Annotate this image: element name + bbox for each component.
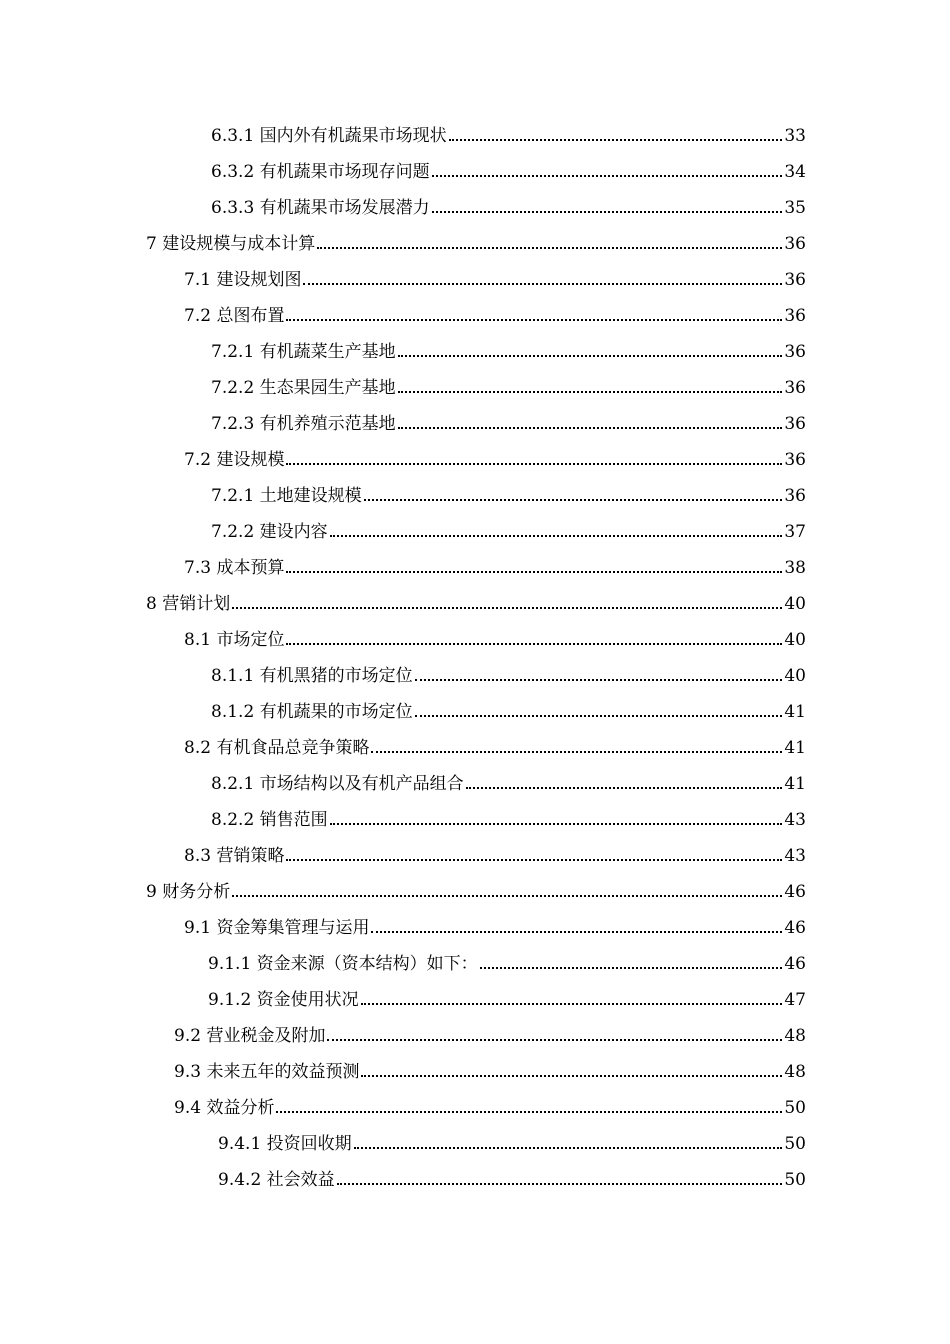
toc-entry-page-number: 46 [784, 918, 806, 938]
toc-entry-title: 9.1 资金筹集管理与运用 [184, 918, 370, 938]
toc-entry[interactable] [218, 1132, 806, 1156]
toc-entry-page-number: 48 [784, 1062, 806, 1082]
toc-entry-title: 7.2.1 有机蔬菜生产基地 [211, 342, 396, 362]
toc-entry-page-number: 40 [784, 666, 806, 686]
toc-entry-title: 9.4 效益分析 [174, 1098, 275, 1118]
toc-dot-leader [415, 679, 783, 681]
toc-dot-leader [330, 535, 783, 537]
toc-entry[interactable] [208, 988, 806, 1012]
toc-dot-leader [361, 1075, 782, 1077]
toc-entry-title: 8.3 营销策略 [184, 846, 285, 866]
toc-entry-page-number: 50 [784, 1098, 806, 1118]
toc-dot-leader [303, 283, 782, 285]
toc-entry-page-number: 50 [784, 1170, 806, 1190]
toc-entry-page-number: 50 [784, 1134, 806, 1154]
toc-dot-leader [286, 463, 782, 465]
toc-dot-leader [276, 1111, 782, 1113]
toc-entry-title: 7.2 总图布置 [184, 306, 285, 326]
toc-dot-leader [286, 643, 782, 645]
toc-dot-leader [432, 175, 783, 177]
toc-entry-page-number: 48 [784, 1026, 806, 1046]
toc-entry[interactable] [211, 484, 806, 508]
toc-entry[interactable] [174, 1060, 806, 1084]
toc-entry-page-number: 35 [784, 198, 806, 218]
toc-dot-leader [327, 1039, 782, 1041]
toc-dot-leader [466, 787, 783, 789]
toc-entry-page-number: 41 [784, 738, 806, 758]
toc-entry-title: 7 建设规模与成本计算 [146, 234, 316, 254]
toc-entry-page-number: 41 [784, 702, 806, 722]
toc-entry[interactable] [146, 880, 806, 904]
toc-entry[interactable] [211, 376, 806, 400]
toc-entry[interactable] [184, 448, 806, 472]
toc-entry[interactable] [184, 304, 806, 328]
toc-dot-leader [432, 211, 783, 213]
toc-entry-page-number: 36 [784, 378, 806, 398]
toc-entry-page-number: 36 [784, 450, 806, 470]
toc-entry-title: 6.3.3 有机蔬果市场发展潜力 [211, 198, 430, 218]
toc-dot-leader [398, 427, 783, 429]
toc-entry[interactable] [208, 952, 806, 976]
toc-entry[interactable] [146, 592, 806, 616]
toc-entry-title: 9.1.1 资金来源（资本结构）如下： [208, 954, 478, 974]
toc-dot-leader [286, 859, 782, 861]
toc-dot-leader [361, 1003, 783, 1005]
toc-entry-title: 9.1.2 资金使用状况 [208, 990, 359, 1010]
toc-entry-page-number: 38 [784, 558, 806, 578]
toc-dot-leader [317, 247, 782, 249]
toc-entry-page-number: 34 [784, 162, 806, 182]
toc-entry-page-number: 40 [784, 630, 806, 650]
toc-entry-page-number: 41 [784, 774, 806, 794]
toc-entry-title: 6.3.1 国内外有机蔬果市场现状 [211, 126, 447, 146]
toc-dot-leader [398, 355, 783, 357]
toc-entry-page-number: 33 [784, 126, 806, 146]
toc-entry[interactable] [174, 1024, 806, 1048]
toc-entry-title: 8.2 有机食品总竞争策略 [184, 738, 370, 758]
toc-entry-page-number: 36 [784, 234, 806, 254]
toc-entry[interactable] [211, 124, 806, 148]
toc-entry[interactable] [184, 268, 806, 292]
toc-entry-title: 8.1 市场定位 [184, 630, 285, 650]
toc-entry-title: 7.2 建设规模 [184, 450, 285, 470]
toc-dot-leader [232, 607, 782, 609]
toc-entry-title: 8.1.1 有机黑猪的市场定位 [211, 666, 413, 686]
toc-entry-title: 9.3 未来五年的效益预测 [174, 1062, 360, 1082]
toc-dot-leader [286, 571, 782, 573]
toc-entry[interactable] [211, 808, 806, 832]
toc-dot-leader [232, 895, 782, 897]
toc-entry[interactable] [211, 700, 806, 724]
toc-dot-leader [371, 751, 782, 753]
toc-entry[interactable] [211, 160, 806, 184]
toc-entry-title: 9 财务分析 [146, 882, 231, 902]
toc-dot-leader [398, 391, 783, 393]
toc-entry-title: 7.2.2 建设内容 [211, 522, 328, 542]
toc-dot-leader [415, 715, 783, 717]
toc-entry[interactable] [184, 844, 806, 868]
toc-entry[interactable] [184, 736, 806, 760]
toc-entry-title: 8 营销计划 [146, 594, 231, 614]
toc-dot-leader [286, 319, 782, 321]
toc-entry-page-number: 47 [784, 990, 806, 1010]
toc-entry-title: 9.2 营业税金及附加 [174, 1026, 326, 1046]
toc-entry[interactable] [211, 412, 806, 436]
toc-entry-title: 9.4.1 投资回收期 [218, 1134, 352, 1154]
toc-entry-title: 7.2.1 土地建设规模 [211, 486, 362, 506]
toc-entry-page-number: 36 [784, 342, 806, 362]
toc-entry[interactable] [184, 628, 806, 652]
toc-entry[interactable] [211, 340, 806, 364]
toc-entry-page-number: 46 [784, 882, 806, 902]
toc-dot-leader [330, 823, 783, 825]
toc-entry[interactable] [211, 196, 806, 220]
toc-entry-title: 7.2.3 有机养殖示范基地 [211, 414, 396, 434]
toc-dot-leader [480, 967, 783, 969]
toc-entry-title: 6.3.2 有机蔬果市场现存问题 [211, 162, 430, 182]
toc-dot-leader [364, 499, 783, 501]
toc-entry-page-number: 43 [784, 846, 806, 866]
toc-entry[interactable] [211, 520, 806, 544]
toc-entry[interactable] [174, 1096, 806, 1120]
toc-entry[interactable] [211, 664, 806, 688]
toc-dot-leader [354, 1147, 783, 1149]
toc-entry-title: 8.2.1 市场结构以及有机产品组合 [211, 774, 464, 794]
toc-entry-page-number: 36 [784, 306, 806, 326]
toc-dot-leader [449, 139, 783, 141]
toc-entry[interactable] [184, 916, 806, 940]
toc-entry-page-number: 36 [784, 270, 806, 290]
toc-entry-page-number: 40 [784, 594, 806, 614]
toc-entry[interactable] [146, 232, 806, 256]
toc-entry-title: 8.1.2 有机蔬果的市场定位 [211, 702, 413, 722]
toc-entry[interactable] [184, 556, 806, 580]
toc-entry-page-number: 43 [784, 810, 806, 830]
toc-entry-title: 7.3 成本预算 [184, 558, 285, 578]
toc-entry[interactable] [211, 772, 806, 796]
toc-dot-leader [371, 931, 782, 933]
toc-entry-page-number: 37 [784, 522, 806, 542]
toc-entry-page-number: 36 [784, 486, 806, 506]
toc-entry[interactable] [218, 1168, 806, 1192]
toc-entry-title: 7.2.2 生态果园生产基地 [211, 378, 396, 398]
toc-entry-title: 8.2.2 销售范围 [211, 810, 328, 830]
toc-entry-title: 9.4.2 社会效益 [218, 1170, 335, 1190]
toc-entry-title: 7.1 建设规划图 [184, 270, 302, 290]
toc-entry-page-number: 36 [784, 414, 806, 434]
toc-entry-page-number: 46 [784, 954, 806, 974]
toc-dot-leader [337, 1183, 783, 1185]
